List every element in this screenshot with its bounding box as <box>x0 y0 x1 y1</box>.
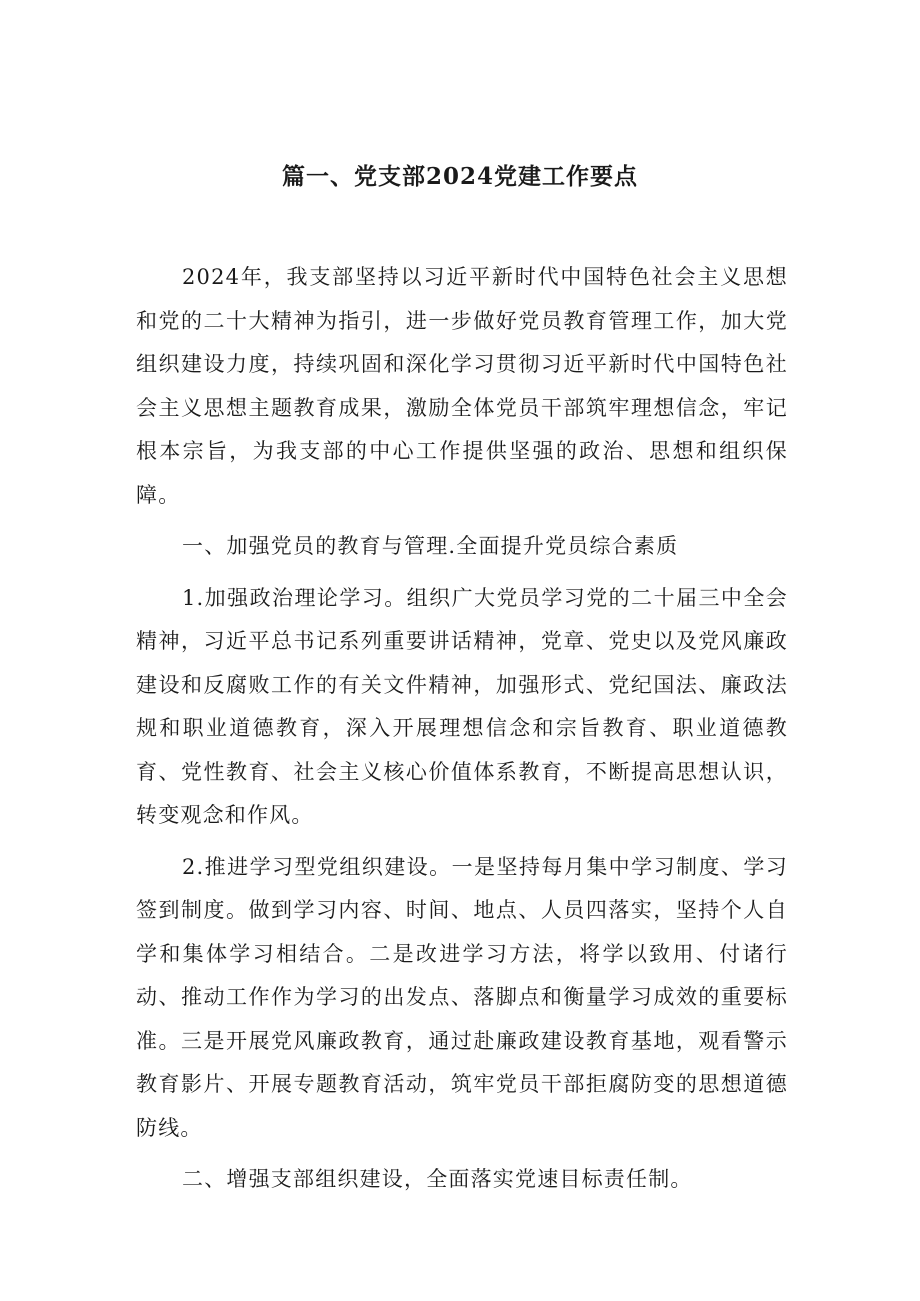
paragraph-intro: 2024年，我支部坚持以习近平新时代中国特色社会主义思想和党的二十大精神为指引，进一步做好党员教育管理工作，加大党组织建设力度，持续巩固和深化学习贯彻习近平新时代中国特色社会主义思想主题教育成果，激励全体党员干部筑牢理想信念，牢记根本宗旨，为我支部的中心工作提供坚强的政治、思想和组织保障。 <box>136 265 788 507</box>
paragraph-item-2: 2.推进学习型党组织建设。一是坚持每月集中学习制度、学习签到制度。做到学习内容、时间、地点、人员四落实，坚持个人自学和集体学习相结合。二是改进学习方法，将学以致用、付诸行动、推动工作作为学习的出发点、落脚点和衡量学习成效的重要标准。三是开展党风廉政教育，通过赴廉政建设教育基地，观看警示教育影片、开展专题教育活动，筑牢党员干部拒腐防变的思想道德防线。 <box>136 854 788 1140</box>
section-heading-1: 一、加强党员的教育与管理.全面提升党员综合素质 <box>182 534 679 558</box>
section-heading-2: 二、增强支部组织建设，全面落实党速目标责任制。 <box>182 1167 693 1191</box>
document-body <box>136 256 788 1210</box>
document-title: 篇一、党支部2024党建工作要点 <box>281 163 638 190</box>
paragraph-item-1: 1.加强政治理论学习。组织广大党员学习党的二十届三中全会精神，习近平总书记系列重要讲话精神，党章、党史以及党风廉政建设和反腐败工作的有关文件精神，加强形式、党纪国法、廉政法规和职业道德教育，深入开展理想信念和宗旨教育、职业道德教育、党性教育、社会主义核心价值体系教育，不断提高思想认识，转变观念和作风。 <box>136 585 788 827</box>
